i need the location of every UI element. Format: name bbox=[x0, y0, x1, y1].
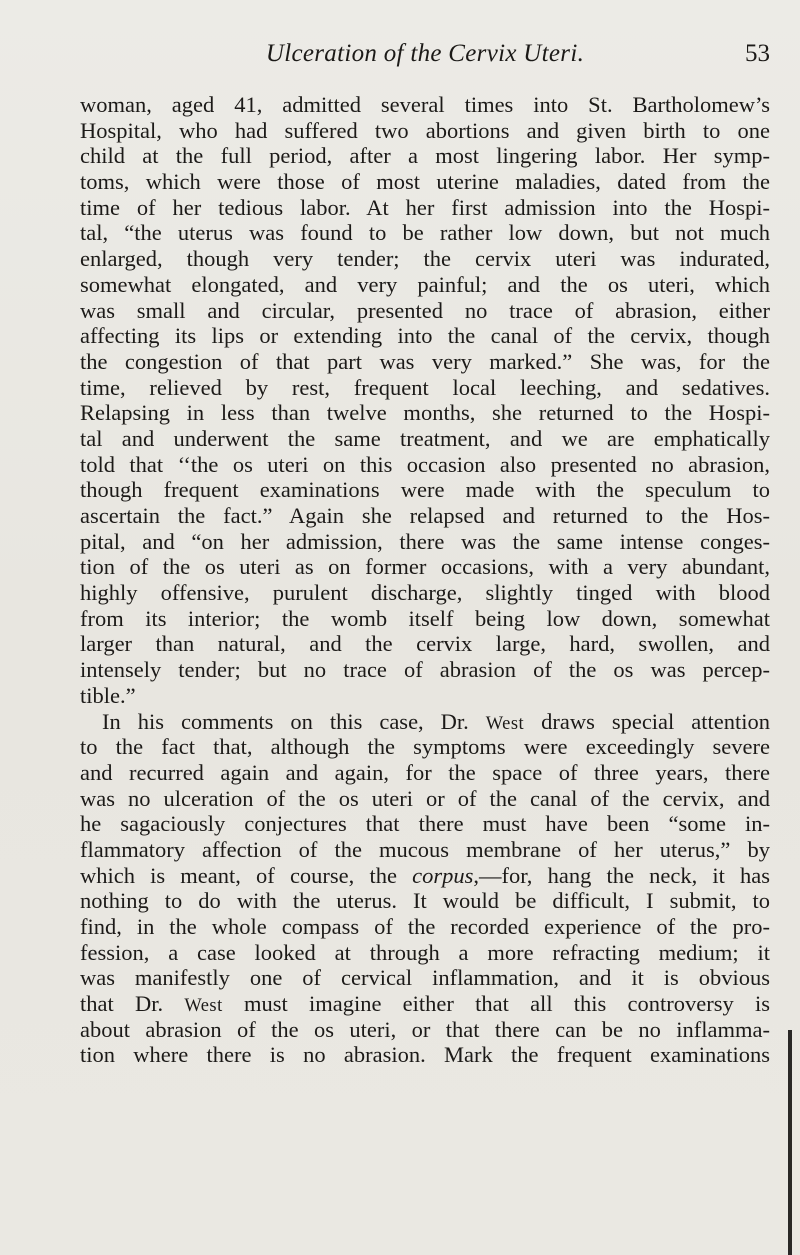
text-line: tal, “the uterus was found to be rather low down, but not much bbox=[80, 220, 770, 246]
text-line: to the fact that, although the symptoms were exceedingly severe bbox=[80, 734, 770, 760]
text-line: nothing to do with the uterus. It would be difficult, I submit, to bbox=[80, 888, 770, 914]
text-line: Hospital, who had suffered two abortions and given birth to one bbox=[80, 117, 770, 143]
text-line: from its interior; the womb itself being low down, somewhat bbox=[80, 605, 770, 631]
text-line: affecting its lips or extending into the canal of the cervix, though bbox=[80, 323, 770, 349]
text-line: flammatory affection of the mucous membrane of her uterus,” by bbox=[80, 836, 770, 862]
text-line: tion where there is no abrasion. Mark the frequent examinations bbox=[80, 1042, 770, 1068]
text-line: was manifestly one of cervical inflammation, and it is obvious bbox=[80, 965, 770, 991]
text-line: intensely tender; but no trace of abrasion of the os was percep- bbox=[80, 657, 770, 683]
italic-word-corpus: corpus bbox=[412, 862, 474, 888]
running-title: Ulceration of the Cervix Uteri. bbox=[265, 40, 585, 67]
text-fragment: that Dr. bbox=[80, 991, 185, 1017]
text-line: somewhat elongated, and very painful; and the os uteri, which bbox=[80, 271, 770, 297]
text-fragment: ,—for, hang the neck, it has bbox=[473, 862, 771, 888]
text-line: child at the full period, after a most lingering labor. Her symp- bbox=[80, 143, 770, 169]
text-line: he sagaciously conjectures that there must have been “some in- bbox=[80, 811, 770, 837]
text-line bbox=[80, 991, 770, 1017]
text-line: tal and underwent the same treatment, and we are emphatically bbox=[80, 425, 770, 451]
author-name-west: West bbox=[485, 712, 525, 733]
body-text bbox=[80, 92, 770, 1068]
text-line: enlarged, though very tender; the cervix uteri was indurated, bbox=[80, 246, 770, 272]
text-line: highly offensive, purulent discharge, slightly tinged with blood bbox=[80, 580, 770, 606]
text-fragment: In his comments on this case, Dr. bbox=[102, 708, 486, 734]
text-line: was small and circular, presented no trace of abrasion, either bbox=[80, 297, 770, 323]
text-line: ascertain the fact.” Again she relapsed and returned to the Hos- bbox=[80, 503, 770, 528]
text-line: told that ‘‘the os uteri on this occasion also presented no abrasion, bbox=[80, 451, 770, 477]
text-fragment: draws special attention bbox=[524, 708, 770, 734]
text-line: find, in the whole compass of the recorded experience of the pro- bbox=[80, 914, 770, 939]
text-line: fession, a case looked at through a more refracting medium; it bbox=[80, 939, 770, 965]
text-line: and recurred again and again, for the space of three years, there bbox=[80, 759, 770, 785]
page-number: 53 bbox=[745, 40, 770, 67]
text-line bbox=[80, 863, 770, 889]
text-fragment: must imagine either that all this controversy is bbox=[222, 991, 770, 1017]
text-line: tible.” bbox=[80, 682, 136, 708]
text-line: Relapsing in less than twelve months, she returned to the Hospi- bbox=[80, 400, 770, 426]
text-fragment: which is meant, of course, the bbox=[80, 862, 413, 888]
page-header bbox=[80, 40, 770, 80]
text-line: though frequent examinations were made with the speculum to bbox=[80, 477, 770, 503]
text-line bbox=[80, 709, 770, 735]
text-line: toms, which were those of most uterine maladies, dated from the bbox=[80, 169, 770, 195]
text-line: time of her tedious labor. At her first admission into the Hospi- bbox=[80, 194, 770, 220]
text-line: the congestion of that part was very marked.” She was, for the bbox=[80, 348, 770, 374]
text-line: about abrasion of the os uteri, or that there can be no inflamma- bbox=[80, 1016, 770, 1042]
text-line: pital, and “on her admission, there was the same intense conges- bbox=[80, 528, 770, 554]
page-edge-mark bbox=[788, 1030, 792, 1255]
text-line: was no ulceration of the os uteri or of the canal of the cervix, and bbox=[80, 785, 770, 811]
author-name-west: West bbox=[184, 995, 223, 1016]
text-line: tion of the os uteri as on former occasions, with a very abundant, bbox=[80, 554, 770, 580]
text-line: woman, aged 41, admitted several times into St. Bartholomew’s bbox=[80, 92, 770, 117]
text-line: larger than natural, and the cervix large, hard, swollen, and bbox=[80, 631, 770, 657]
text-line: time, relieved by rest, frequent local leeching, and sedatives. bbox=[80, 374, 770, 400]
